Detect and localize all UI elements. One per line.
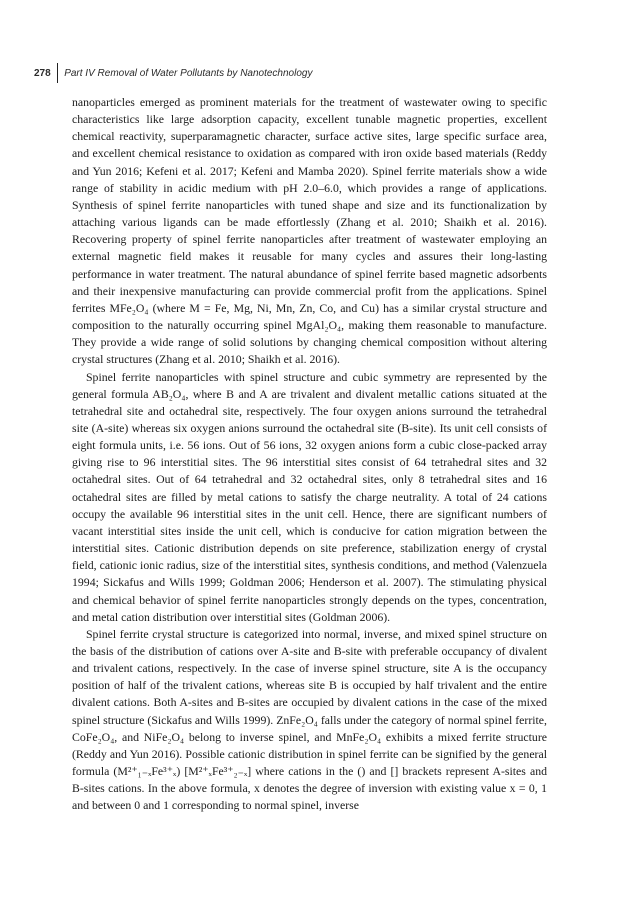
running-title: Part IV Removal of Water Pollutants by Nanotechnology: [64, 67, 313, 79]
paragraph-1: nanoparticles emerged as prominent materials for the treatment of wastewater owing to specific characteristics like large adsorption capacity, excellent tunable magnetic properties, excellent chemical reactivity, superparamagnetic character, surface active sites, large specific surface area, and excellent chemical resistance to oxidation as compared with iron oxide based materials (Reddy and Yun 2016; Kefeni et al. 2017; Kefeni and Mamba 2020). Spinel ferrite materials show a wide range of stability in acidic medium with pH 2.0–6.0, which provides a range of applications. Synthesis of spinel ferrite nanoparticles with tuned shape and size and its functionalization by attaching various ligands can be made effortlessly (Zhang et al. 2010; Shaikh et al. 2016). Recovering property of spinel ferrite nanoparticles after treatment of wastewater employing an external magnetic field makes it reusable for many cycles and assures their long-lasting performance in water treatment. The natural abundance of spinel ferrite based magnetic adsorbents and their inexpensive manufacturing can provide commercial profit from the applications. Spinel ferrites MFe₂O₄ (where M = Fe, Mg, Ni, Mn, Zn, Co, and Cu) has a similar crystal structure and composition to the naturally occurring spinel MgAl₂O₄, making them reasonable to manufacture. They provide a wide range of solid solutions by changing chemical composition without altering crystal structures (Zhang et al. 2010; Shaikh et al. 2016).: [72, 95, 547, 367]
page-number: 278: [34, 67, 51, 79]
body-text: [72, 94, 547, 815]
running-header: [34, 63, 312, 83]
header-divider: [57, 63, 59, 83]
paragraph-2: Spinel ferrite nanoparticles with spinel structure and cubic symmetry are represented by the general formula AB₂O₄, where B and A are trivalent and divalent metallic cations situated at the tetrahedral site and octahedral site, respectively. The four oxygen anions surround the tetrahedral site (A-site) whereas six oxygen anions surround the octahedral site (B-site). Its unit cell consists of eight formula units, i.e. 56 ions. Out of 56 ions, 32 oxygen anions form a cubic close-packed array giving rise to 96 interstitial sites. The 96 interstitial sites consist of 64 tetrahedral sites and 32 octahedral sites. Out of 64 tetrahedral and 32 octahedral sites, only 8 tetrahedral sites and 16 octahedral sites are filled by metal cations to satisfy the charge neutrality. A total of 24 cations occupy the available 96 interstitial sites in the unit cell. Hence, there are significant numbers of vacant interstitial sites inside the unit cell, which is conducive for cation migration between the interstitial sites. Cationic distribution depends on site preference, stabilization energy of crystal field, cationic ionic radius, size of the interstitial sites, synthesis conditions, and method (Valenzuela 1994; Sickafus and Wills 1999; Goldman 2006; Henderson et al. 2007). The stimulating physical and chemical behavior of spinel ferrite nanoparticles strongly depends on the types, concentration, and metal cation distribution over interstitial sites (Goldman 2006).: [72, 369, 547, 624]
paragraph-3: Spinel ferrite crystal structure is categorized into normal, inverse, and mixed spinel structure on the basis of the distribution of cations over A-site and B-site with preferable occupancy of divalent and trivalent cations, respectively. In the case of inverse spinel structure, site A is the occupancy position of half of the trivalent cations, whereas site B is occupied by half trivalent and the entire divalent cations. Both A-sites and B-sites are occupied by divalent cations in the case of the mixed spinel structure (Sickafus and Wills 1999). ZnFe₂O₄ falls under the category of normal spinel ferrite, CoFe₂O₄, and NiFe₂O₄ belong to inverse spinel, and MnFe₂O₄ exhibits a mixed ferrite structure (Reddy and Yun 2016). Possible cationic distribution in spinel ferrite can be signified by the general formula (M²⁺₁₋ₓFe³⁺ₓ) [M²⁺ₓFe³⁺₂₋ₓ] where cations in the () and [] brackets represent A-sites and B-sites cations. In the above formula, x denotes the degree of inversion with existing value x = 0, 1 and between 0 and 1 corresponding to normal spinel, inverse: [72, 626, 547, 813]
